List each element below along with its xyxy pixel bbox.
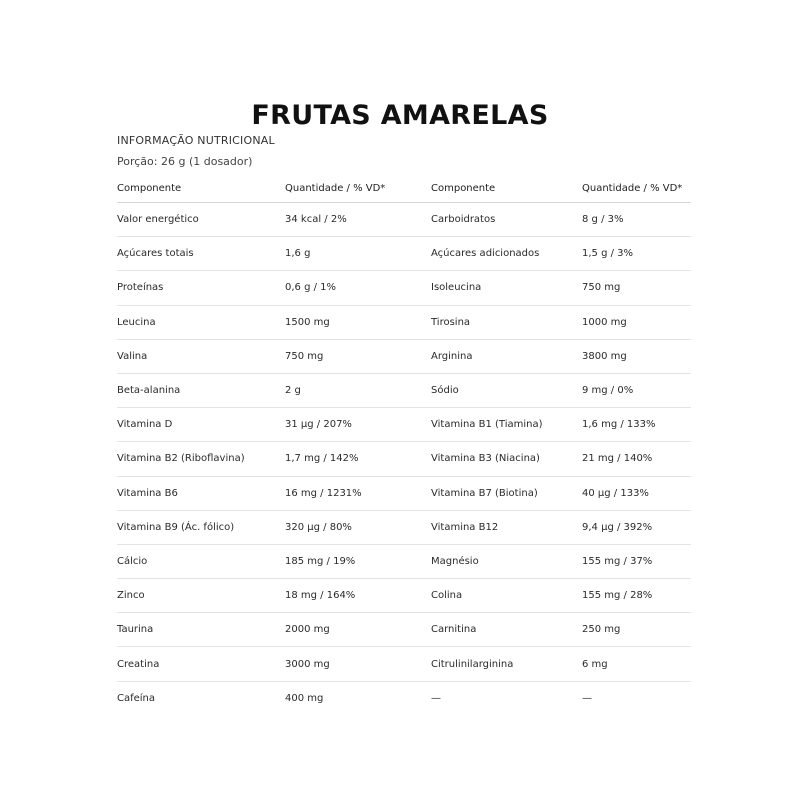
component-right: — bbox=[431, 693, 441, 705]
header-component-left: Componente bbox=[117, 183, 182, 194]
quantity-right: 155 mg / 28% bbox=[582, 590, 653, 602]
header-quantity-left: Quantidade / % VD* bbox=[285, 183, 386, 194]
quantity-right: 9,4 µg / 392% bbox=[582, 521, 653, 533]
table-row bbox=[117, 237, 691, 271]
component-right: Citrulinilarginina bbox=[431, 658, 514, 670]
component-left: Vitamina B9 (Ác. fólico) bbox=[117, 521, 235, 533]
component-right: Carnitina bbox=[431, 624, 477, 636]
component-left: Leucina bbox=[117, 316, 156, 328]
page-title: FRUTAS AMARELAS bbox=[251, 100, 549, 131]
component-right: Arginina bbox=[431, 350, 473, 362]
quantity-left: 34 kcal / 2% bbox=[285, 214, 347, 226]
quantity-left: 400 mg bbox=[285, 693, 324, 705]
table-row bbox=[117, 271, 691, 305]
component-left: Creatina bbox=[117, 658, 160, 670]
component-right: Tirosina bbox=[431, 316, 471, 328]
portion-size: Porção: 26 g (1 dosador) bbox=[117, 155, 253, 168]
component-right: Carboidratos bbox=[431, 214, 496, 226]
nutrition-table bbox=[117, 175, 691, 716]
component-right: Isoleucina bbox=[431, 282, 482, 294]
component-left: Vitamina D bbox=[117, 419, 173, 431]
quantity-right: 8 g / 3% bbox=[582, 214, 624, 226]
quantity-right: 250 mg bbox=[582, 624, 621, 636]
component-left: Beta-alanina bbox=[117, 385, 181, 397]
table-row bbox=[117, 374, 691, 408]
component-left: Proteínas bbox=[117, 282, 164, 294]
table-row bbox=[117, 306, 691, 340]
table-row bbox=[117, 647, 691, 681]
quantity-right: — bbox=[582, 693, 592, 705]
quantity-left: 750 mg bbox=[285, 350, 324, 362]
quantity-left: 3000 mg bbox=[285, 658, 330, 670]
table-row bbox=[117, 682, 691, 716]
table-row bbox=[117, 203, 691, 237]
quantity-left: 1,6 g bbox=[285, 248, 311, 260]
table-row bbox=[117, 579, 691, 613]
component-right: Colina bbox=[431, 590, 463, 602]
component-left: Cálcio bbox=[117, 555, 148, 567]
quantity-left: 320 µg / 80% bbox=[285, 521, 352, 533]
quantity-right: 155 mg / 37% bbox=[582, 555, 653, 567]
component-right: Vitamina B3 (Niacina) bbox=[431, 453, 540, 465]
component-left: Taurina bbox=[117, 624, 154, 636]
quantity-right: 9 mg / 0% bbox=[582, 385, 634, 397]
quantity-right: 21 mg / 140% bbox=[582, 453, 653, 465]
component-right: Magnésio bbox=[431, 555, 479, 567]
quantity-left: 2000 mg bbox=[285, 624, 330, 636]
component-left: Vitamina B2 (Riboflavina) bbox=[117, 453, 245, 465]
quantity-right: 1,6 mg / 133% bbox=[582, 419, 656, 431]
component-left: Valina bbox=[117, 350, 148, 362]
section-title: INFORMAÇÃO NUTRICIONAL bbox=[117, 134, 275, 147]
quantity-left: 16 mg / 1231% bbox=[285, 487, 362, 499]
quantity-left: 1500 mg bbox=[285, 316, 330, 328]
quantity-left: 185 mg / 19% bbox=[285, 555, 356, 567]
component-left: Açúcares totais bbox=[117, 248, 194, 260]
table-row bbox=[117, 613, 691, 647]
table-row bbox=[117, 477, 691, 511]
header-component-right: Componente bbox=[431, 183, 496, 194]
component-left: Vitamina B6 bbox=[117, 487, 178, 499]
table-row bbox=[117, 340, 691, 374]
quantity-right: 3800 mg bbox=[582, 350, 627, 362]
quantity-right: 40 µg / 133% bbox=[582, 487, 649, 499]
component-right: Açúcares adicionados bbox=[431, 248, 540, 260]
component-right: Sódio bbox=[431, 385, 459, 397]
table-row bbox=[117, 442, 691, 476]
quantity-left: 0,6 g / 1% bbox=[285, 282, 337, 294]
quantity-left: 2 g bbox=[285, 385, 301, 397]
quantity-left: 1,7 mg / 142% bbox=[285, 453, 359, 465]
table-header-row bbox=[117, 175, 691, 203]
component-left: Zinco bbox=[117, 590, 145, 602]
table-row bbox=[117, 545, 691, 579]
component-right: Vitamina B7 (Biotina) bbox=[431, 487, 538, 499]
component-left: Cafeína bbox=[117, 693, 156, 705]
component-right: Vitamina B1 (Tiamina) bbox=[431, 419, 543, 431]
quantity-right: 1000 mg bbox=[582, 316, 627, 328]
component-left: Valor energético bbox=[117, 214, 199, 226]
quantity-right: 750 mg bbox=[582, 282, 621, 294]
table-body bbox=[117, 203, 691, 716]
quantity-right: 1,5 g / 3% bbox=[582, 248, 634, 260]
table-row bbox=[117, 511, 691, 545]
header-quantity-right: Quantidade / % VD* bbox=[582, 183, 683, 194]
component-right: Vitamina B12 bbox=[431, 521, 499, 533]
quantity-left: 31 µg / 207% bbox=[285, 419, 352, 431]
quantity-left: 18 mg / 164% bbox=[285, 590, 356, 602]
quantity-right: 6 mg bbox=[582, 658, 608, 670]
table-row bbox=[117, 408, 691, 442]
